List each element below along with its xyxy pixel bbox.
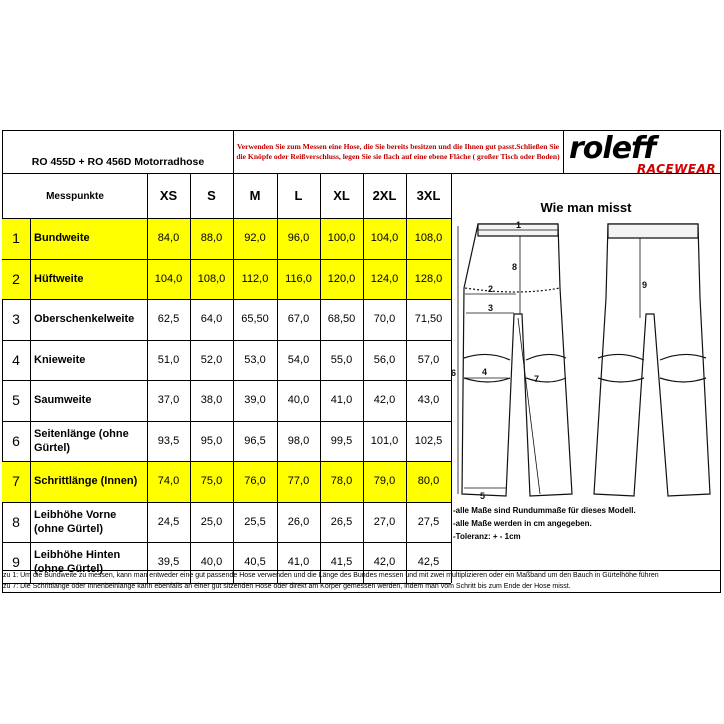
marker-8: 8 [512, 262, 518, 272]
size-value: 76,0 [244, 475, 266, 488]
column-divider [190, 173, 191, 583]
size-value: 56,0 [373, 353, 396, 366]
size-value: 39,5 [157, 556, 180, 569]
note-toleranz: -Toleranz: + - 1cm [453, 532, 521, 541]
size-value: 41,0 [287, 556, 310, 569]
size-header: 2XL [372, 188, 397, 203]
size-value: 99,5 [330, 434, 353, 447]
row-label: Knieweite [34, 353, 86, 366]
size-value: 93,5 [157, 434, 180, 447]
size-value: 68,50 [327, 313, 356, 326]
row-label: Oberschenkelweite [34, 313, 135, 326]
model-title: RO 455D + RO 456D Motorradhose [31, 156, 205, 168]
size-value: 120,0 [327, 272, 356, 285]
size-value: 104,0 [154, 272, 183, 285]
size-value: 128,0 [414, 272, 443, 285]
footnote-schrittlaenge: zu 7: Die Schrittlänge oder Innenbeinlänge kann ebenfalls an einer gut sitzenden Hose oder direkt am Körper gemessen werden, indem man vom Schritt bis zum Ende der Hose misst. [3, 583, 571, 590]
footnote-bundweite: zu 1: Um die Bundweite zu messen, kann man entweder eine gut passende Hose verwenden und die Länge des Bundes messen und mit zwei multiplizieren oder ein Maßband um den Bauch in Gürtelhöhe führen [3, 572, 659, 579]
row-divider [2, 542, 451, 543]
column-divider [277, 173, 278, 583]
size-header: XL [333, 188, 350, 203]
size-value: 67,0 [287, 313, 310, 326]
size-value: 98,0 [287, 434, 310, 447]
brand-logo [565, 131, 715, 179]
column-divider [233, 130, 234, 173]
size-value: 55,0 [330, 353, 353, 366]
row-number: 9 [12, 554, 20, 571]
size-value: 96,0 [287, 232, 310, 245]
row-number: 3 [12, 311, 20, 328]
size-value: 42,0 [373, 556, 396, 569]
column-divider [147, 173, 148, 583]
row-number: 1 [12, 230, 20, 247]
column-divider [320, 173, 321, 583]
row-number: 2 [12, 270, 20, 287]
size-value: 41,0 [330, 394, 353, 407]
diagram-title: Wie man misst [540, 200, 632, 215]
size-value: 57,0 [417, 353, 440, 366]
row-divider [2, 340, 451, 341]
size-value: 104,0 [370, 232, 399, 245]
size-value: 96,5 [244, 434, 266, 447]
note-cm: -alle Maße werden in cm angegeben. [453, 519, 592, 528]
size-value: 92,0 [244, 232, 266, 245]
column-divider [406, 173, 407, 583]
brand-logo-subtext: RACEWEAR [637, 162, 717, 176]
row-label: Bundweite [34, 232, 90, 245]
row-number: 8 [12, 513, 20, 530]
marker-3: 3 [488, 303, 494, 313]
size-header: S [207, 188, 216, 203]
size-value: 79,0 [373, 475, 396, 488]
size-value: 27,5 [417, 515, 440, 528]
row-divider [2, 502, 451, 503]
size-value: 108,0 [197, 272, 226, 285]
size-value: 38,0 [200, 394, 223, 407]
size-value: 77,0 [287, 475, 310, 488]
row-label: Hüftweite [34, 272, 84, 285]
row-divider [2, 259, 451, 260]
corner-label: Messpunkte [46, 191, 104, 202]
back-pants-outline [594, 224, 710, 496]
size-value: 78,0 [330, 475, 353, 488]
size-value: 75,0 [200, 475, 223, 488]
size-value: 52,0 [200, 353, 223, 366]
size-value: 25,0 [200, 515, 223, 528]
size-value: 51,0 [157, 353, 180, 366]
size-header: 3XL [416, 188, 441, 203]
column-divider [233, 173, 234, 583]
size-value: 80,0 [417, 475, 440, 488]
size-value: 40,5 [244, 556, 266, 569]
row-number: 7 [12, 473, 20, 490]
size-value: 39,0 [244, 394, 266, 407]
size-value: 101,0 [370, 434, 399, 447]
marker-9: 9 [642, 280, 648, 290]
measurement-notes [453, 504, 636, 543]
marker-5: 5 [480, 491, 486, 501]
row-label: Seitenlänge (ohne Gürtel) [34, 427, 129, 454]
size-value: 62,5 [157, 313, 180, 326]
size-value: 64,0 [200, 313, 223, 326]
size-value: 43,0 [417, 394, 440, 407]
size-header: L [294, 188, 303, 203]
size-value: 124,0 [370, 272, 399, 285]
size-value: 25,5 [244, 515, 266, 528]
size-value: 37,0 [157, 394, 180, 407]
column-divider [563, 130, 564, 173]
size-header: XS [159, 188, 178, 203]
size-value: 84,0 [157, 232, 180, 245]
size-value: 53,0 [244, 353, 266, 366]
column-divider [363, 173, 364, 583]
marker-6: 6 [451, 368, 457, 378]
size-value: 65,50 [241, 313, 269, 326]
marker-4: 4 [482, 367, 488, 377]
row-divider [2, 461, 451, 462]
row-label: Saumweite [34, 394, 92, 407]
size-value: 116,0 [285, 272, 312, 285]
size-value: 40,0 [287, 394, 310, 407]
size-value: 71,50 [414, 313, 443, 326]
size-value: 88,0 [200, 232, 223, 245]
size-value: 70,0 [373, 313, 396, 326]
size-value: 95,0 [200, 434, 223, 447]
row-number: 5 [12, 392, 20, 409]
size-value: 40,0 [200, 556, 223, 569]
size-value: 26,0 [287, 515, 310, 528]
note-rundum: -alle Maße sind Rundummaße für dieses Modell. [453, 506, 636, 515]
measuring-instructions: Verwenden Sie zum Messen eine Hose, die Sie bereits besitzen und die Ihnen gut passt.Schließen Sie die Knöpfe oder Reißverschluss, legen Sie sie flach auf eine ebene Fläche ( großer Tisch oder Boden) [236, 142, 560, 161]
row-divider [2, 299, 451, 300]
row-divider [2, 380, 451, 381]
size-header: M [249, 188, 261, 203]
size-value: 54,0 [287, 353, 310, 366]
pants-measurement-diagram [448, 218, 724, 502]
marker-7: 7 [534, 374, 540, 384]
size-value: 108,0 [414, 232, 443, 245]
size-value: 42,0 [373, 394, 396, 407]
column-divider [30, 218, 31, 583]
row-divider [2, 218, 451, 219]
row-divider [2, 421, 451, 422]
size-value: 42,5 [417, 556, 440, 569]
marker-1: 1 [516, 220, 522, 230]
size-value: 100,0 [327, 232, 356, 245]
row-label: Schrittlänge (Innen) [34, 475, 138, 488]
size-value: 74,0 [157, 475, 180, 488]
row-label: Leibhöhe Vorne (ohne Gürtel) [34, 508, 117, 535]
size-value: 41,5 [330, 556, 353, 569]
size-value: 102,5 [414, 434, 443, 447]
size-value: 26,5 [330, 515, 353, 528]
row-label: Leibhöhe Hinten (ohne Gürtel) [34, 549, 121, 576]
row-number: 6 [12, 432, 20, 449]
row-number: 4 [12, 351, 20, 368]
brand-logo-text: roleff [569, 131, 656, 166]
size-value: 24,5 [157, 515, 180, 528]
marker-2: 2 [488, 284, 494, 294]
size-value: 27,0 [373, 515, 396, 528]
size-value: 112,0 [241, 272, 269, 285]
